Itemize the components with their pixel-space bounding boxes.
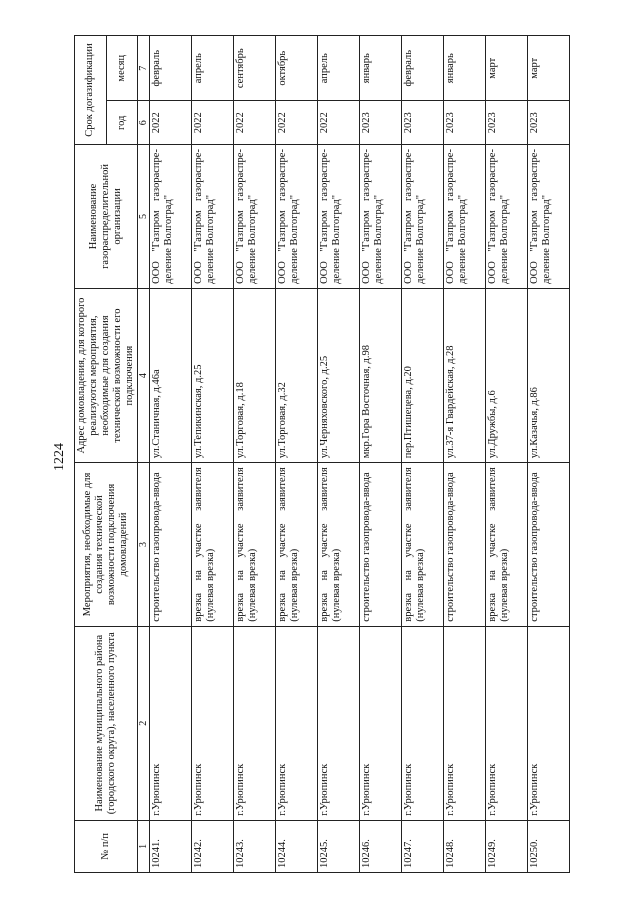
- cell-address: ул.Казачья, д.86: [528, 288, 570, 462]
- cell-row-number: 10241.: [150, 820, 192, 872]
- cell-settlement: г.Урюпинск: [276, 626, 318, 820]
- cell-organization: ООО "Газпром газораспре-деление Волгоград": [486, 145, 528, 289]
- cell-measure: врезка на участке заявителя (нулевая врезка): [276, 463, 318, 626]
- col-number: 5: [138, 145, 150, 289]
- cell-organization: ООО "Газпром газораспре-деление Волгоград": [234, 145, 276, 289]
- cell-year: 2023: [402, 101, 444, 145]
- cell-month: январь: [360, 36, 402, 101]
- table-row: [528, 36, 570, 873]
- header-year: год: [106, 101, 138, 145]
- cell-organization: ООО "Газпром газораспре-деление Волгоград": [318, 145, 360, 289]
- cell-address: ул.Тепикинская, д.25: [192, 288, 234, 462]
- cell-row-number: 10246.: [360, 820, 402, 872]
- cell-measure: врезка на участке заявителя (нулевая врезка): [486, 463, 528, 626]
- page-number: 1224: [52, 443, 67, 471]
- table-row: [234, 36, 276, 873]
- cell-measure: строительство газопровода-ввода: [360, 463, 402, 626]
- cell-address: ул.Дружбы, д.6: [486, 288, 528, 462]
- cell-settlement: г.Урюпинск: [486, 626, 528, 820]
- col-number: 2: [138, 626, 150, 820]
- cell-measure: строительство газопровода-ввода: [444, 463, 486, 626]
- cell-row-number: 10243.: [234, 820, 276, 872]
- cell-month: март: [528, 36, 570, 101]
- cell-month: апрель: [192, 36, 234, 101]
- cell-organization: ООО "Газпром газораспре-деление Волгоград": [192, 145, 234, 289]
- cell-measure: врезка на участке заявителя (нулевая врезка): [234, 463, 276, 626]
- cell-year: 2022: [150, 101, 192, 145]
- cell-month: февраль: [150, 36, 192, 101]
- cell-year: 2023: [486, 101, 528, 145]
- cell-settlement: г.Урюпинск: [150, 626, 192, 820]
- col-number: 4: [138, 288, 150, 462]
- cell-month: январь: [444, 36, 486, 101]
- cell-settlement: г.Урюпинск: [234, 626, 276, 820]
- cell-settlement: г.Урюпинск: [360, 626, 402, 820]
- header-term: Срок догазификации: [75, 36, 107, 145]
- cell-address: мкр.Гора Восточная, д.98: [360, 288, 402, 462]
- col-number: 3: [138, 463, 150, 626]
- cell-row-number: 10245.: [318, 820, 360, 872]
- cell-year: 2023: [444, 101, 486, 145]
- cell-address: ул.37-я Гвардейская, д.28: [444, 288, 486, 462]
- table-row: [444, 36, 486, 873]
- col-number: 6: [138, 101, 150, 145]
- cell-organization: ООО "Газпром газораспре-деление Волгоград": [276, 145, 318, 289]
- header-district: Наименование муниципального района (городского округа), населенного пункта: [75, 626, 138, 820]
- rotated-table-container: [74, 35, 624, 873]
- cell-row-number: 10244.: [276, 820, 318, 872]
- table-row: [276, 36, 318, 873]
- table-row: [360, 36, 402, 873]
- cell-measure: врезка на участке заявителя (нулевая врезка): [192, 463, 234, 626]
- cell-settlement: г.Урюпинск: [192, 626, 234, 820]
- cell-year: 2022: [276, 101, 318, 145]
- col-number: 1: [138, 820, 150, 872]
- cell-row-number: 10247.: [402, 820, 444, 872]
- header-org: Наименование газораспределительной организации: [75, 145, 138, 289]
- cell-organization: ООО "Газпром газораспре-деление Волгоград": [360, 145, 402, 289]
- cell-row-number: 10250.: [528, 820, 570, 872]
- cell-address: пер.Птишецева, д.20: [402, 288, 444, 462]
- cell-organization: ООО "Газпром газораспре-деление Волгоград": [150, 145, 192, 289]
- header-address: Адрес домовладения, для которого реализуются мероприятия, необходимые для создания технической возможности его подключения: [75, 288, 138, 462]
- cell-settlement: г.Урюпинск: [402, 626, 444, 820]
- cell-address: ул.Черняховского, д.25: [318, 288, 360, 462]
- cell-month: октябрь: [276, 36, 318, 101]
- cell-organization: ООО "Газпром газораспре-деление Волгоград": [528, 145, 570, 289]
- cell-month: март: [486, 36, 528, 101]
- header-row: [75, 36, 107, 873]
- cell-organization: ООО "Газпром газораспре-деление Волгоград": [402, 145, 444, 289]
- cell-address: ул.Торговая, д.32: [276, 288, 318, 462]
- cell-year: 2023: [360, 101, 402, 145]
- cell-month: апрель: [318, 36, 360, 101]
- table-row: [486, 36, 528, 873]
- table-row: [318, 36, 360, 873]
- header-measures: Мероприятия, необходимые для создания технической возможности подключения домовладений: [75, 463, 138, 626]
- gasification-table: [74, 35, 570, 873]
- cell-year: 2023: [528, 101, 570, 145]
- cell-measure: строительство газопровода-ввода: [150, 463, 192, 626]
- cell-row-number: 10242.: [192, 820, 234, 872]
- cell-address: ул.Станичная, д.46а: [150, 288, 192, 462]
- cell-settlement: г.Урюпинск: [444, 626, 486, 820]
- cell-month: февраль: [402, 36, 444, 101]
- table-body: [150, 36, 570, 873]
- table-row: [402, 36, 444, 873]
- header-no: № п/п: [75, 820, 138, 872]
- cell-settlement: г.Урюпинск: [528, 626, 570, 820]
- cell-row-number: 10249.: [486, 820, 528, 872]
- cell-address: ул.Торговая, д.18: [234, 288, 276, 462]
- cell-month: сентябрь: [234, 36, 276, 101]
- cell-year: 2022: [318, 101, 360, 145]
- table-row: [150, 36, 192, 873]
- column-number-row: [138, 36, 150, 873]
- cell-row-number: 10248.: [444, 820, 486, 872]
- cell-settlement: г.Урюпинск: [318, 626, 360, 820]
- header-month: месяц: [106, 36, 138, 101]
- cell-year: 2022: [234, 101, 276, 145]
- cell-measure: врезка на участке заявителя (нулевая врезка): [318, 463, 360, 626]
- col-number: 7: [138, 36, 150, 101]
- cell-organization: ООО "Газпром газораспре-деление Волгоград": [444, 145, 486, 289]
- table-row: [192, 36, 234, 873]
- cell-year: 2022: [192, 101, 234, 145]
- cell-measure: строительство газопровода-ввода: [528, 463, 570, 626]
- cell-measure: врезка на участке заявителя (нулевая врезка): [402, 463, 444, 626]
